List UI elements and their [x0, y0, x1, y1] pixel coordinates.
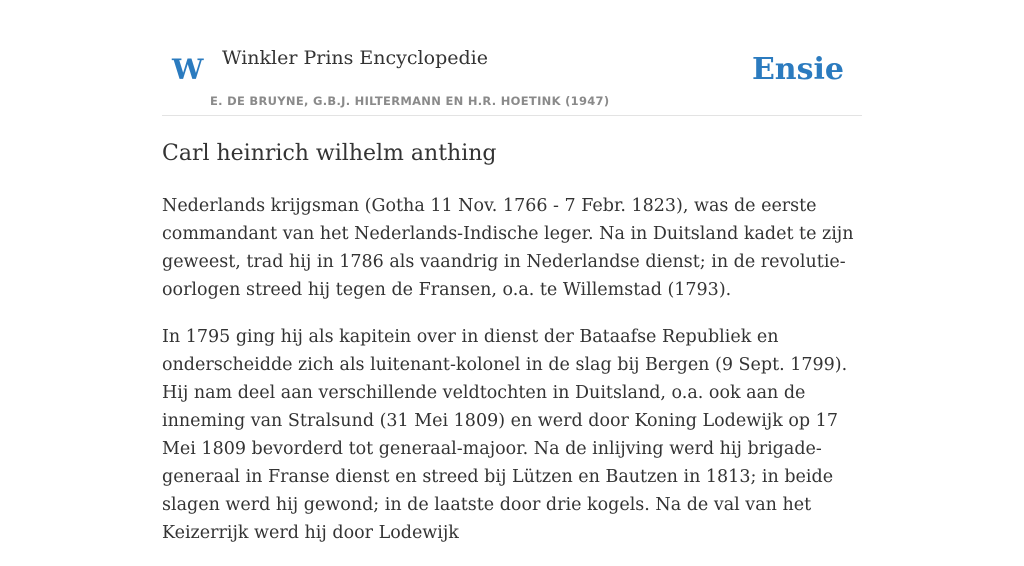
source-header: [162, 0, 862, 116]
ensie-logo[interactable]: Ensie: [751, 52, 844, 87]
source-authors: E. DE BRUYNE, G.B.J. HILTERMANN EN H.R. HOETINK (1947): [210, 94, 610, 108]
source-logo-icon[interactable]: W: [172, 53, 204, 86]
source-title-link[interactable]: Winkler Prins Encyclopedie: [222, 47, 488, 69]
article-paragraph: Nederlands krijgsman (Gotha 11 Nov. 1766 - 7 Febr. 1823), was de eerste commandant van het Nederlands-Indische leger. Na in Duitsland kadet te zijn geweest, trad hij in 1786 als vaandrig in Nederlandse dienst; in de revolutie-oorlogen streed hij tegen de Fransen, o.a. te Willemstad (1793).: [162, 196, 854, 300]
article-body: [162, 192, 862, 566]
article-title: Carl heinrich wilhelm anthing: [162, 141, 497, 166]
article-paragraph: In 1795 ging hij als kapitein over in dienst der Bataafse Republiek en onderscheidde zich als luitenant-kolonel in de slag bij Bergen (9 Sept. 1799). Hij nam deel aan verschillende veldtochten in Duitsland, o.a. ook aan de inneming van Stralsund (31 Mei 1809) en werd door Koning Lodewijk op 17 Mei 1809 bevorderd tot generaal-majoor. Na de inlijving werd hij brigade-generaal in Franse dienst en streed bij Lützen en Bautzen in 1813; in beide slagen werd hij gewond; in de laatste door drie kogels. Na de val van het Keizerrijk werd hij door Lodewijk: [162, 327, 848, 543]
page-container: [162, 0, 862, 543]
